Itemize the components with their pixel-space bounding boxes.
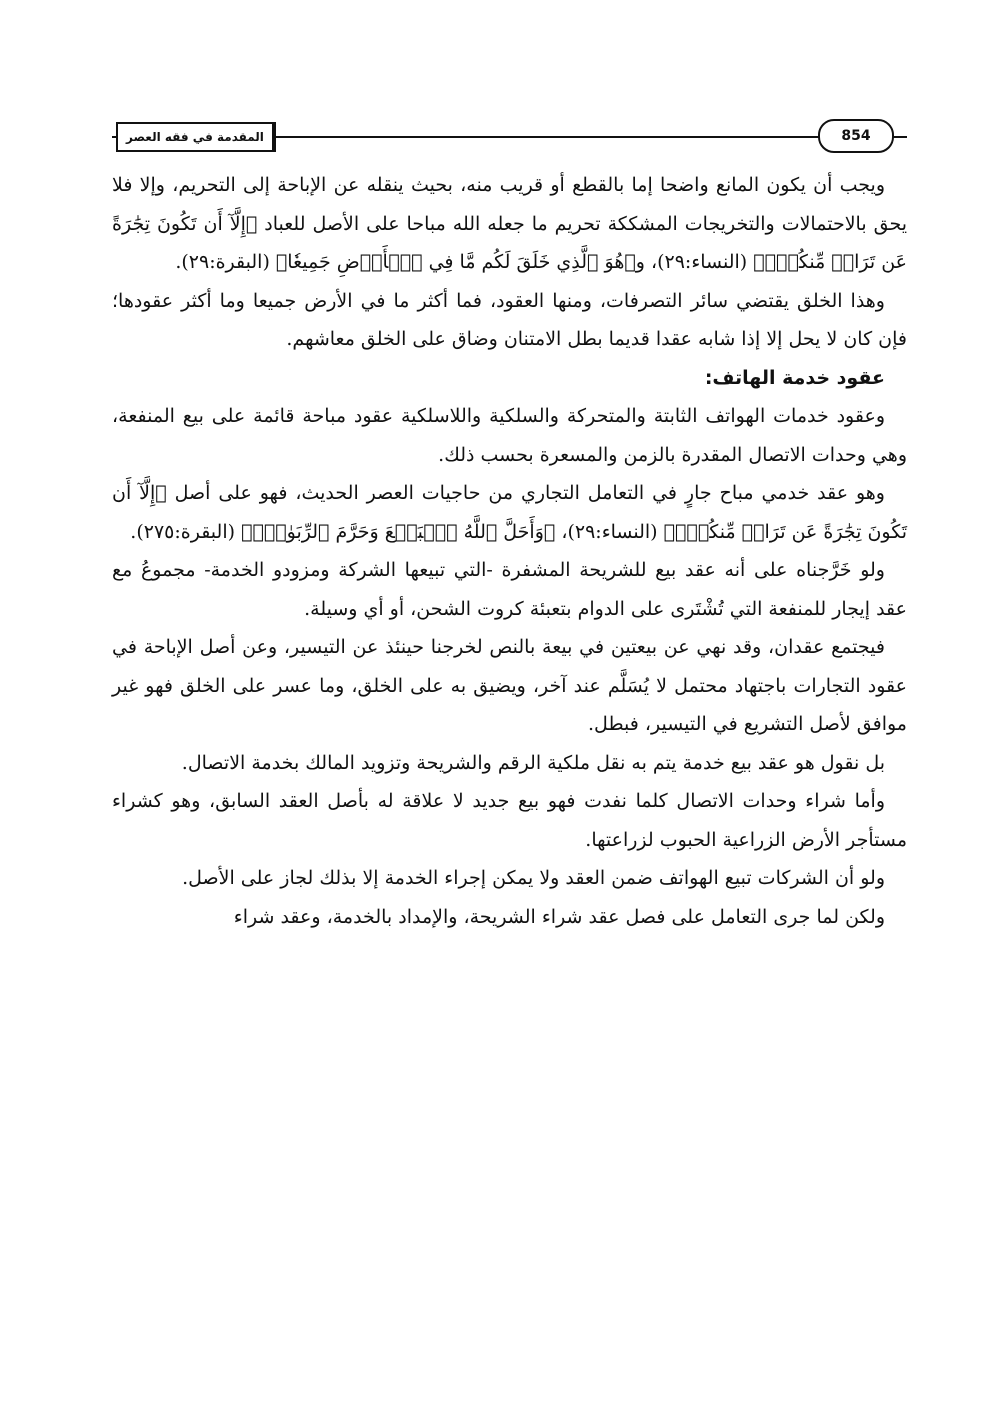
page-body: [112, 166, 907, 936]
paragraph-1: ويجب أن يكون المانع واضحا إما بالقطع أو قريب منه، بحيث ينقله عن الإباحة إلى التحريم، وإلا فلا يحق بالاحتمالات والتخريجات المشككة تحريم ما جعله الله مباحا على الأصل للعباد ﴿إِلَّآ أَن تَكُونَ تِجَٰرَةً عَن تَرَاضٖ مِّنكُمۡۚ﴾ (النساء:٢٩)، و﴿هُوَ ٱلَّذِي خَلَقَ لَكُم مَّا فِي ٱلۡأَرۡضِ جَمِيعٗا﴾ (البقرة:٢٩).: [112, 174, 907, 273]
paragraph-5: ولو خَرَّجناه على أنه عقد بيع للشريحة المشفرة -التي تبيعها الشركة ومزودو الخدمة- مجموعُ مع عقد إيجار للمنفعة التي تُشْتَرى على الدوام بتعبئة كروت الشحن، أو أي وسيلة.: [112, 559, 907, 620]
paragraph-2: وهذا الخلق يقتضي سائر التصرفات، ومنها العقود، فما أكثر ما في الأرض جميعا وما أكثر عقودها؛ فإن كان لا يحل إلا إذا شابه عقدا قديما بطل الامتنان وضاق على الخلق معاشهم.: [112, 289, 907, 350]
paragraph-4: وهو عقد خدمي مباح جارٍ في التعامل التجاري من حاجيات العصر الحديث، فهو على أصل ﴿إِلَّآ أَن تَكُونَ تِجَٰرَةً عَن تَرَاضٖ مِّنكُمۡۚ﴾ (النساء:٢٩)، ﴿وَأَحَلَّ ٱللَّهُ ٱلۡبَيۡعَ وَحَرَّمَ ٱلرِّبَوٰاْۚ﴾ (البقرة:٢٧٥).: [112, 482, 907, 543]
paragraph-9: ولو أن الشركات تبيع الهواتف ضمن العقد ولا يمكن إجراء الخدمة إلا بذلك لجاز على الأصل.: [182, 867, 885, 889]
section-heading: عقود خدمة الهاتف:: [704, 366, 885, 389]
paragraph-10: ولكن لما جرى التعامل على فصل عقد شراء الشريحة، والإمداد بالخدمة، وعقد شراء: [233, 905, 885, 928]
paragraph-8: وأما شراء وحدات الاتصال كلما نفدت فهو بيع جديد لا علاقة له بأصل العقد السابق، وهو كشراء مستأجر الأرض الزراعية الحبوب لزراعتها.: [112, 790, 907, 851]
page-number: 854: [818, 119, 894, 153]
page-header: [112, 118, 907, 158]
paragraph-6: فيجتمع عقدان، وقد نهي عن بيعتين في بيعة بالنص لخرجنا حينئذ عن التيسير، وعن أصل الإباحة في عقود التجارات باجتهاد محتمل لا يُسَلَّم عند آخر، ويضيق به على الخلق، وما عسر على الخلق فهو غير موافق لأصل التشريع في التيسير، فبطل.: [112, 636, 907, 735]
book-title: المقدمة في فقه العصر: [116, 122, 276, 152]
paragraph-7: بل نقول هو عقد بيع خدمة يتم به نقل ملكية الرقم والشريحة وتزويد المالك بخدمة الاتصال.: [181, 751, 885, 774]
paragraph-3: وعقود خدمات الهواتف الثابتة والمتحركة والسلكية واللاسلكية عقود مباحة قائمة على بيع المنفعة، وهي وحدات الاتصال المقدرة بالزمن والمسعرة بحسب ذلك.: [112, 405, 907, 466]
